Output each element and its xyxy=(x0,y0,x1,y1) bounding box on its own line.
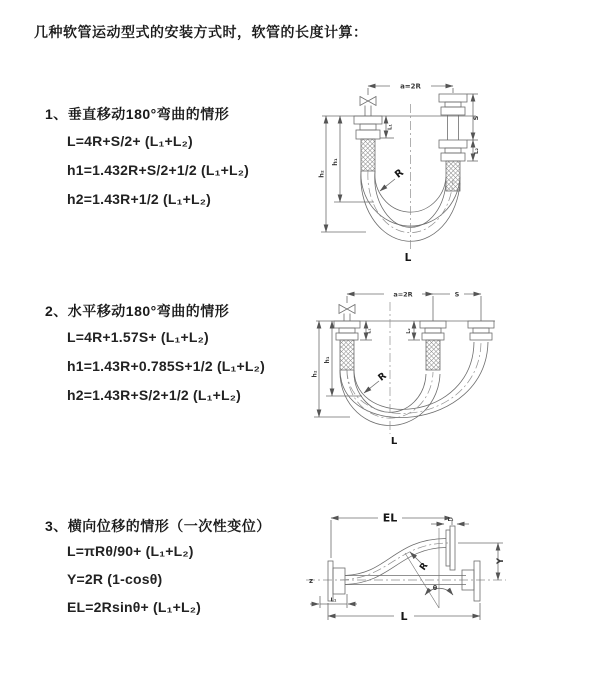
formula-line: h1=1.432R+S/2+1/2 (L₁+L₂) xyxy=(67,162,249,178)
dim-label-l1: L₁ xyxy=(387,124,394,130)
length-label: L xyxy=(390,436,398,447)
valve-icon xyxy=(360,97,376,106)
theta-label: θ xyxy=(432,584,438,592)
dim-label-a2r: a=2R xyxy=(400,82,421,91)
dim-label-s: S xyxy=(472,115,480,121)
dim-label-h1: h₁ xyxy=(331,158,339,166)
dim-label-h2: h₂ xyxy=(311,370,319,378)
formula-line: h2=1.43R+S/2+1/2 (L₁+L₂) xyxy=(67,387,242,403)
dim-label-y: Y xyxy=(496,557,506,565)
diagram-linework xyxy=(306,518,506,620)
section-2-heading: 2、水平移动180°弯曲的情形 xyxy=(45,303,230,319)
formula-line: Y=2R (1-cosθ) xyxy=(67,571,163,587)
dim-label-l2: L₂ xyxy=(447,517,454,523)
page-title: 几种软管运动型式的安装方式时，软管的长度计算： xyxy=(34,24,368,40)
dim-label-l2: L₂ xyxy=(406,328,412,334)
radius-label: R xyxy=(418,561,431,573)
dim-label-h2: h₂ xyxy=(317,170,326,178)
formula-line: L=4R+1.57S+ (L₁+L₂) xyxy=(67,329,209,345)
dim-label-a2r: a=2R xyxy=(393,290,413,299)
length-label: L xyxy=(404,252,412,264)
length-label: L xyxy=(400,610,408,623)
diagram-linework xyxy=(311,294,495,434)
lateral-displacement-diagram xyxy=(298,504,593,656)
el-label: EL xyxy=(382,511,398,525)
dim-label-l1: L₁ xyxy=(330,597,337,604)
radius-label: R xyxy=(376,370,389,384)
formula-line: L=4R+S/2+ (L₁+L₂) xyxy=(67,133,193,149)
radius-label: R xyxy=(393,167,406,181)
valve-icon xyxy=(339,305,355,314)
formula-line: h2=1.43R+1/2 (L₁+L₂) xyxy=(67,191,212,207)
vertical-180-bend-diagram xyxy=(316,74,566,266)
section-3-heading: 3、横向位移的情形（一次性变位） xyxy=(45,518,271,534)
dim-label-l1: L₁ xyxy=(366,328,373,334)
formula-line: EL=2Rsinθ+ (L₁+L₂) xyxy=(67,599,202,615)
dim-label-h1: h₁ xyxy=(324,356,331,364)
dim-label-s: S xyxy=(454,290,460,299)
dim-label-l2: L₂ xyxy=(474,148,480,154)
horizontal-180-bend-diagram xyxy=(310,284,590,462)
formula-line: L=πRθ/90+ (L₁+L₂) xyxy=(67,543,194,559)
centerline-z-mark: z xyxy=(308,577,314,585)
formula-line: h1=1.43R+0.785S+1/2 (L₁+L₂) xyxy=(67,358,265,374)
section-1-heading: 1、垂直移动180°弯曲的情形 xyxy=(45,106,230,122)
